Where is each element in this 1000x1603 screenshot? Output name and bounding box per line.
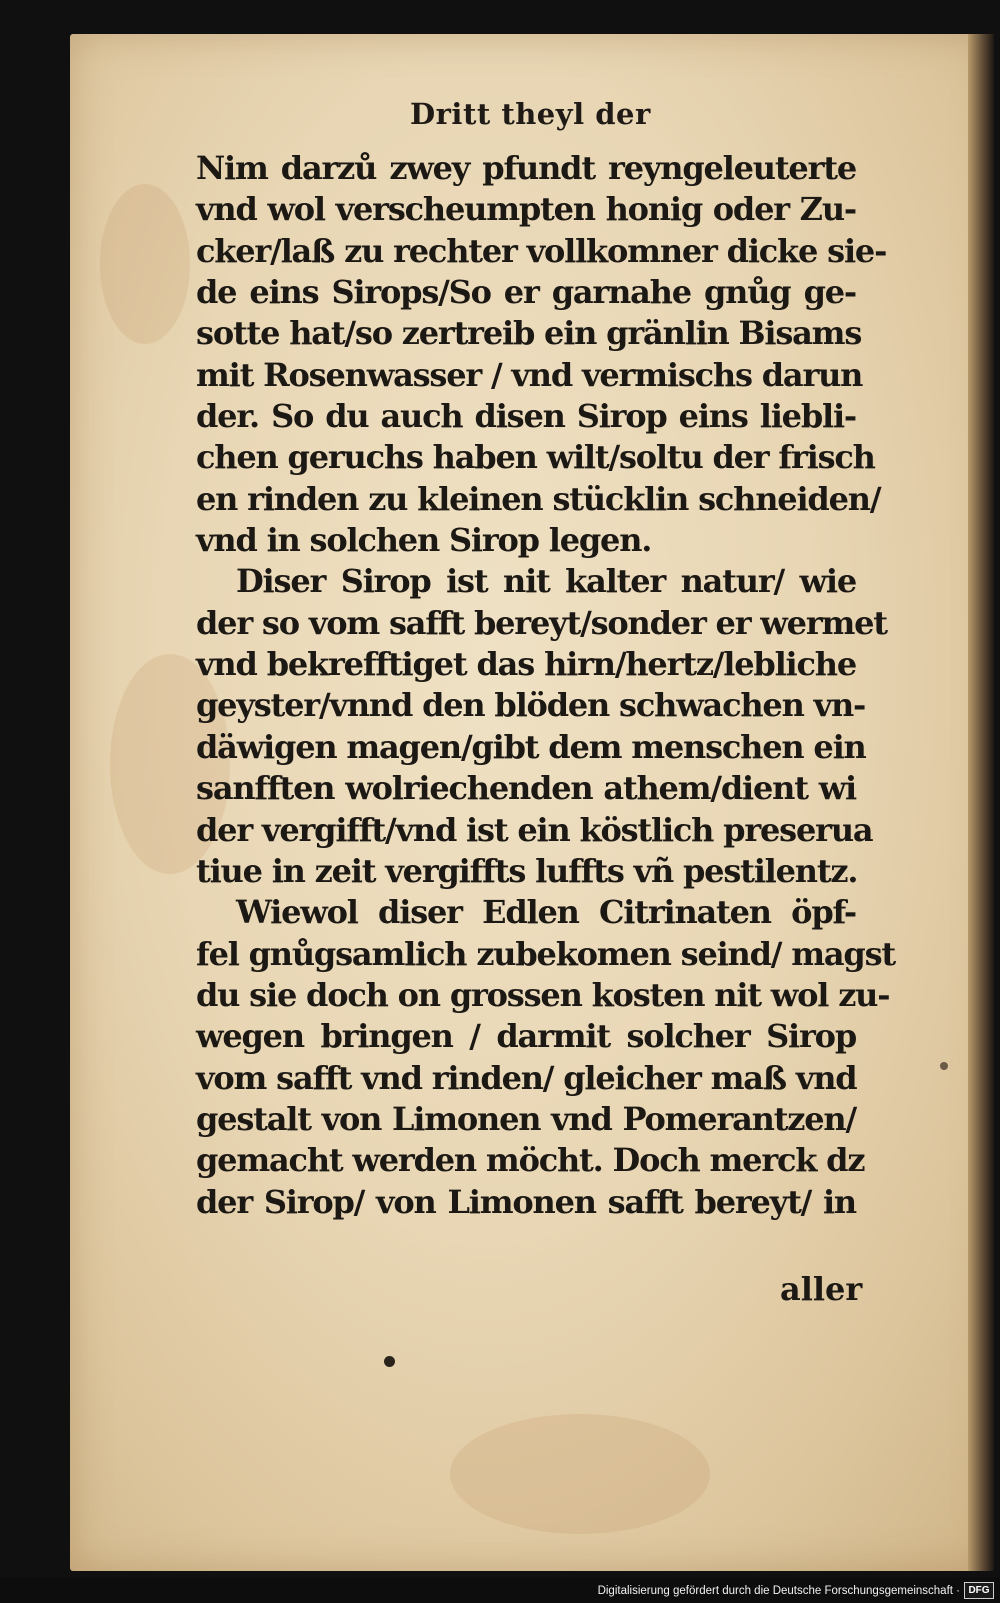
text-line: sanfften wolriechenden athem/dient wi bbox=[196, 769, 856, 808]
text-line: en rinden zu kleinen stücklin schneiden/ bbox=[196, 479, 881, 518]
text-line: vnd wol verscheumpten honig oder Zu- bbox=[196, 190, 856, 229]
text-line: der. So du auch disen Sirop eins liebli- bbox=[196, 397, 856, 436]
text-line: vnd in solchen Sirop legen. bbox=[196, 521, 652, 560]
text-line: der vergifft/vnd ist ein köstlich preserua bbox=[196, 810, 873, 849]
funding-credit: Digitalisierung gefördert durch die Deutsche Forschungsgemeinschaft · bbox=[597, 1585, 960, 1597]
body-text bbox=[196, 148, 895, 1223]
dfg-logo: DFG bbox=[964, 1582, 994, 1599]
book-spine-edge bbox=[968, 34, 994, 1571]
text-line: gemacht werden möcht. Doch merck dz bbox=[196, 1141, 865, 1180]
text-line: der so vom safft bereyt/sonder er wermet bbox=[196, 603, 887, 642]
running-head: Dritt theyl der bbox=[410, 97, 651, 131]
text-line: du sie doch on grossen kosten nit wol zu- bbox=[196, 975, 890, 1014]
text-line: vnd bekrefftiget das hirn/hertz/lebliche bbox=[196, 645, 856, 684]
text-line: mit Rosenwasser / vnd vermischs darun bbox=[196, 355, 863, 394]
text-line: fel gnůgsamlich zubekomen seind/ magst bbox=[196, 934, 895, 973]
text-line: de eins Sirops/So er garnahe gnůg ge- bbox=[196, 273, 856, 312]
footer-bar bbox=[0, 1577, 1000, 1603]
ink-dot bbox=[384, 1356, 395, 1367]
text-line: geyster/vnnd den blöden schwachen vn- bbox=[196, 686, 866, 725]
text-line: tiue in zeit vergiffts luffts vñ pestilentz. bbox=[196, 851, 858, 890]
text-line: sotte hat/so zertreib ein gränlin Bisams bbox=[196, 314, 862, 353]
catchword: aller bbox=[780, 1270, 863, 1308]
text-line: chen geruchs haben wilt/soltu der frisch bbox=[196, 438, 875, 477]
paper-stain bbox=[100, 184, 190, 344]
text-line: der Sirop/ von Limonen safft bereyt/ in bbox=[196, 1182, 856, 1221]
text-line: vom safft vnd rinden/ gleicher maß vnd bbox=[196, 1058, 857, 1097]
text-line: cker/laß zu rechter vollkomner dicke sie- bbox=[196, 231, 887, 270]
text-line: Diser Sirop ist nit kalter natur/ wie bbox=[236, 562, 856, 601]
margin-dot bbox=[940, 1062, 948, 1070]
text-line: Nim darzů zwey pfundt reyngeleuterte bbox=[196, 149, 856, 187]
paper-stain bbox=[450, 1414, 710, 1534]
text-line: gestalt von Limonen vnd Pomerantzen/ bbox=[196, 1099, 856, 1138]
text-line: Wiewol diser Edlen Citrinaten öpf- bbox=[236, 893, 856, 932]
text-line: däwigen magen/gibt dem menschen ein bbox=[196, 727, 866, 766]
text-line: wegen bringen / darmit solcher Sirop bbox=[196, 1017, 856, 1056]
